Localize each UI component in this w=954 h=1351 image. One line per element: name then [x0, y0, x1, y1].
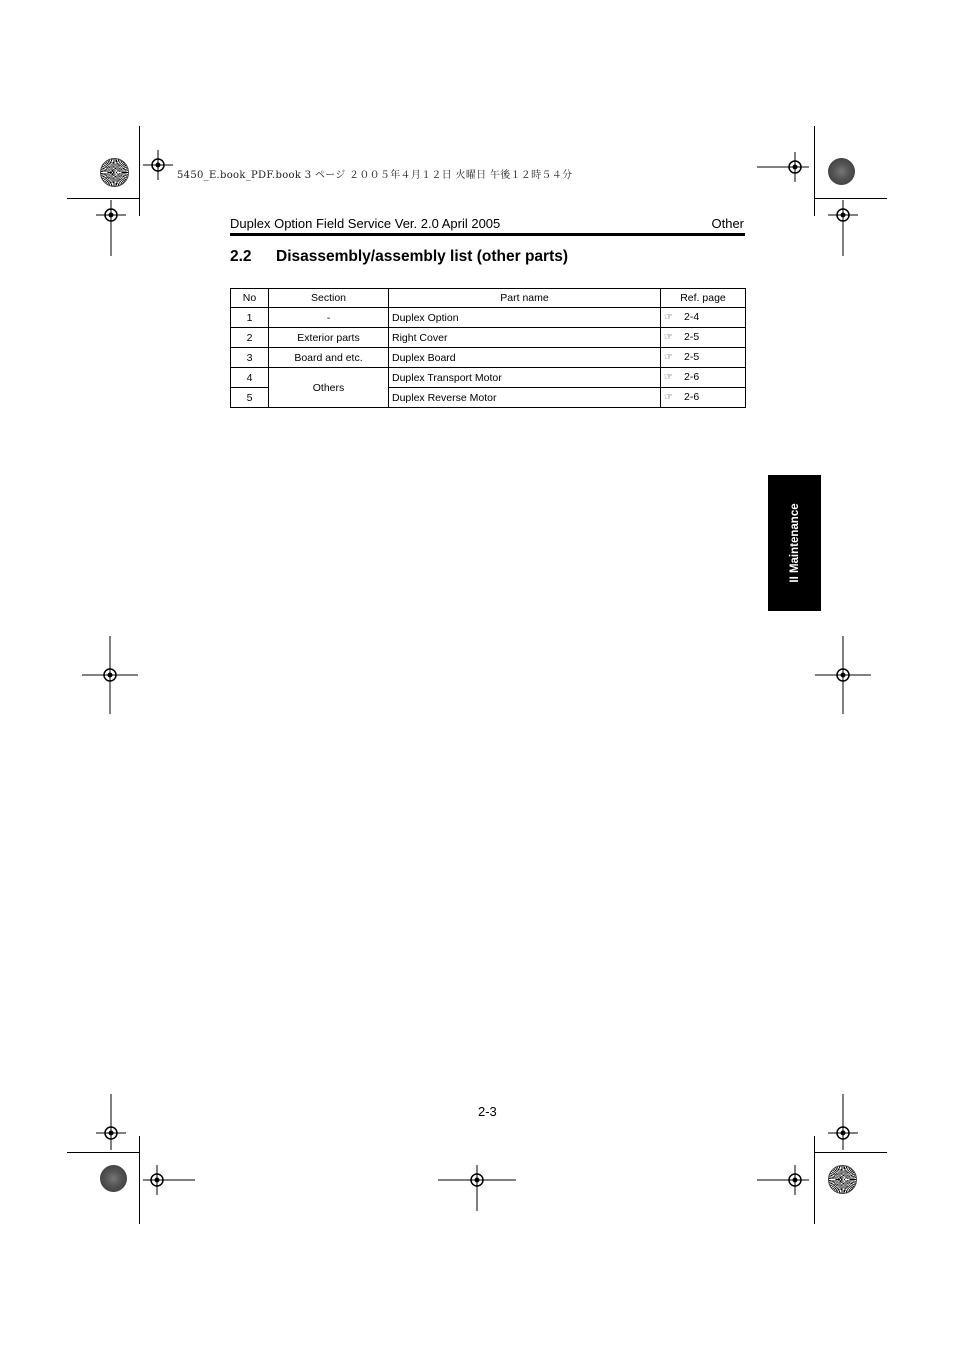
cell-no: 1: [231, 308, 269, 328]
table-row: [231, 348, 746, 368]
crop-line: [139, 126, 140, 216]
pointing-hand-icon: ☞: [664, 372, 673, 383]
cell-section: Exterior parts: [269, 328, 389, 348]
pointing-hand-icon: ☞: [664, 352, 673, 363]
cell-section: -: [269, 308, 389, 328]
parts-table: [230, 288, 746, 408]
crop-line: [139, 1136, 140, 1224]
crop-line: [67, 1152, 140, 1153]
ref-page-link[interactable]: 2-5: [684, 331, 700, 343]
ref-page-link[interactable]: 2-6: [684, 391, 700, 403]
registration-disc-top-right: [828, 158, 855, 185]
crop-line: [67, 198, 140, 199]
pointing-hand-icon: ☞: [664, 392, 673, 403]
cell-part-name: Right Cover: [389, 328, 661, 348]
crosshair-mark: [82, 636, 138, 714]
chapter-side-tab: [768, 475, 821, 611]
chapter-side-tab-label: II Maintenance: [788, 503, 801, 583]
table-row: [231, 368, 746, 388]
ref-page-link[interactable]: 2-5: [684, 351, 700, 363]
registration-disc-top-left: [100, 158, 129, 187]
column-header-section: Section: [269, 289, 389, 308]
cell-ref-page: [661, 308, 746, 328]
cell-section: Board and etc.: [269, 348, 389, 368]
table-header-row: [231, 289, 746, 308]
crop-line: [814, 198, 887, 199]
section-title: Disassembly/assembly list (other parts): [276, 248, 569, 265]
crosshair-mark: [96, 1094, 126, 1150]
cell-part-name: Duplex Board: [389, 348, 661, 368]
cell-ref-page: [661, 328, 746, 348]
column-header-part-name: Part name: [389, 289, 661, 308]
registration-disc-bottom-left: [100, 1165, 127, 1192]
crosshair-mark: [828, 1094, 858, 1150]
pointing-hand-icon: ☞: [664, 312, 673, 323]
cell-ref-page: [661, 388, 746, 408]
cell-part-name: Duplex Reverse Motor: [389, 388, 661, 408]
running-header-title: Duplex Option Field Service Ver. 2.0 April 2005: [230, 216, 501, 231]
table-row: [231, 308, 746, 328]
crop-line: [814, 1152, 887, 1153]
table-row: [231, 328, 746, 348]
cell-no: 4: [231, 368, 269, 388]
crosshair-mark: [828, 200, 858, 256]
cell-part-name: Duplex Transport Motor: [389, 368, 661, 388]
page-number: 2-3: [478, 1104, 497, 1119]
print-slug: 5450_E.book_PDF.book 3 ページ ２００５年４月１２日 火曜日 午後１２時５４分: [177, 170, 573, 181]
registration-disc-bottom-right: [828, 1165, 857, 1194]
header-rule: [230, 233, 745, 236]
cell-part-name: Duplex Option: [389, 308, 661, 328]
crop-line: [814, 126, 815, 216]
crosshair-mark: [143, 150, 173, 180]
column-header-no: No: [231, 289, 269, 308]
cell-ref-page: [661, 368, 746, 388]
ref-page-link[interactable]: 2-6: [684, 371, 700, 383]
crosshair-mark: [757, 1165, 809, 1195]
cell-no: 3: [231, 348, 269, 368]
crop-line: [814, 1136, 815, 1224]
cell-no: 5: [231, 388, 269, 408]
crosshair-mark: [757, 152, 809, 182]
section-heading: [230, 248, 568, 266]
ref-page-link[interactable]: 2-4: [684, 311, 700, 323]
cell-no: 2: [231, 328, 269, 348]
crosshair-mark: [96, 200, 126, 256]
cell-section: Others: [269, 368, 389, 408]
crosshair-mark: [438, 1165, 516, 1211]
cell-ref-page: [661, 348, 746, 368]
running-header-section: Other: [711, 216, 744, 231]
pointing-hand-icon: ☞: [664, 332, 673, 343]
crosshair-mark: [143, 1165, 195, 1195]
section-number: 2.2: [230, 248, 252, 265]
crosshair-mark: [815, 636, 871, 714]
column-header-ref-page: Ref. page: [661, 289, 746, 308]
